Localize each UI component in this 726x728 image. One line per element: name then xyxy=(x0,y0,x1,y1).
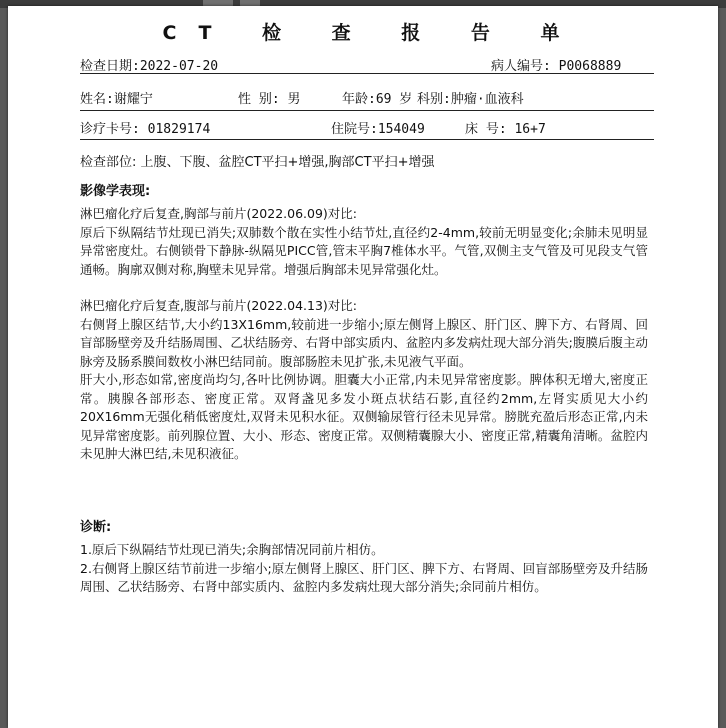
admission-number: 住院号:154049 xyxy=(331,122,425,137)
header-divider xyxy=(80,73,654,74)
abdomen-findings-1: 右侧肾上腺区结节,大小约13X16mm,较前进一步缩小;原左侧肾上腺区、肝门区、脾下方、右肾周、回盲部肠壁旁及升结肠周围、乙状结肠旁、右肾中部实质内、盆腔内多发病灶现大部分消失;腹膜后腹主动脉旁及肠系膜间数枚小淋巴结同前。腹部肠腔未见扩张,未见液气平面。 xyxy=(80,316,648,369)
header-divider xyxy=(80,110,654,111)
report-title: CT 检 查 报 告 单 xyxy=(162,22,582,44)
chest-intro: 淋巴瘤化疗后复查,胸部与前片(2022.06.09)对比: xyxy=(80,206,358,221)
bed-number: 床 号: 16+7 xyxy=(465,122,546,137)
exam-date: 检查日期:2022-07-20 xyxy=(80,59,219,74)
imaging-findings xyxy=(80,205,648,464)
diagnosis-item: 1.原后下纵隔结节灶现已消失;余胸部情况同前片相仿。 xyxy=(80,542,384,557)
abdomen-findings-2: 肝大小,形态如常,密度尚均匀,各叶比例协调。胆囊大小正常,内未见异常密度影。脾体积无增大,密度正常。胰腺各部形态、密度正常。双肾盏见多发小斑点状结石影,直径约2mm,左肾实质见大小约20X16mm无强化稍低密度灶,双肾未见积水征。双侧输尿管行径未见异常。膀胱充盈后形态正常,内未见异常密度影。前列腺位置、大小、形态、密度正常。双侧精囊腺大小、密度正常,精囊角清晰。盆腔内未见肿大淋巴结,未见积液征。 xyxy=(80,372,648,461)
chest-findings: 原后下纵隔结节灶现已消失;双肺数个散在实性小结节灶,直径约2-4mm,较前无明显变化;余肺未见明显异常密度灶。右侧锁骨下静脉-纵隔见PICC管,管末平胸7椎体水平。气管,双侧主支气管及可见段支气管通畅。胸廓双侧对称,胸壁未见异常。增强后胸部未见异常强化灶。 xyxy=(80,224,648,277)
patient-sex: 性 别: 男 xyxy=(238,92,301,107)
abdomen-intro: 淋巴瘤化疗后复查,腹部与前片(2022.04.13)对比: xyxy=(80,298,358,313)
imaging-heading: 影像学表现: xyxy=(80,184,151,199)
patient-number: 病人编号: P0068889 xyxy=(491,59,622,74)
header-divider xyxy=(80,139,654,140)
exam-site: 检查部位: 上腹、下腹、盆腔CT平扫+增强,胸部CT平扫+增强 xyxy=(80,155,435,170)
diagnosis-heading: 诊断: xyxy=(80,520,112,535)
clinic-card-number: 诊疗卡号: 01829174 xyxy=(80,122,211,137)
department: 科别:肿瘤·血液科 xyxy=(417,92,524,107)
patient-name: 姓名:谢耀宁 xyxy=(80,92,153,107)
diagnosis-item: 2.右侧肾上腺区结节前进一步缩小;原左侧肾上腺区、肝门区、脾下方、右肾周、回盲部肠壁旁及升结肠周围、乙状结肠旁、右肾中部实质内、盆腔内多发病灶现大部分消失;余同前片相仿。 xyxy=(80,560,648,594)
diagnosis-list xyxy=(80,541,648,597)
patient-age: 年龄:69 岁 xyxy=(342,92,413,107)
report-page xyxy=(8,6,718,728)
